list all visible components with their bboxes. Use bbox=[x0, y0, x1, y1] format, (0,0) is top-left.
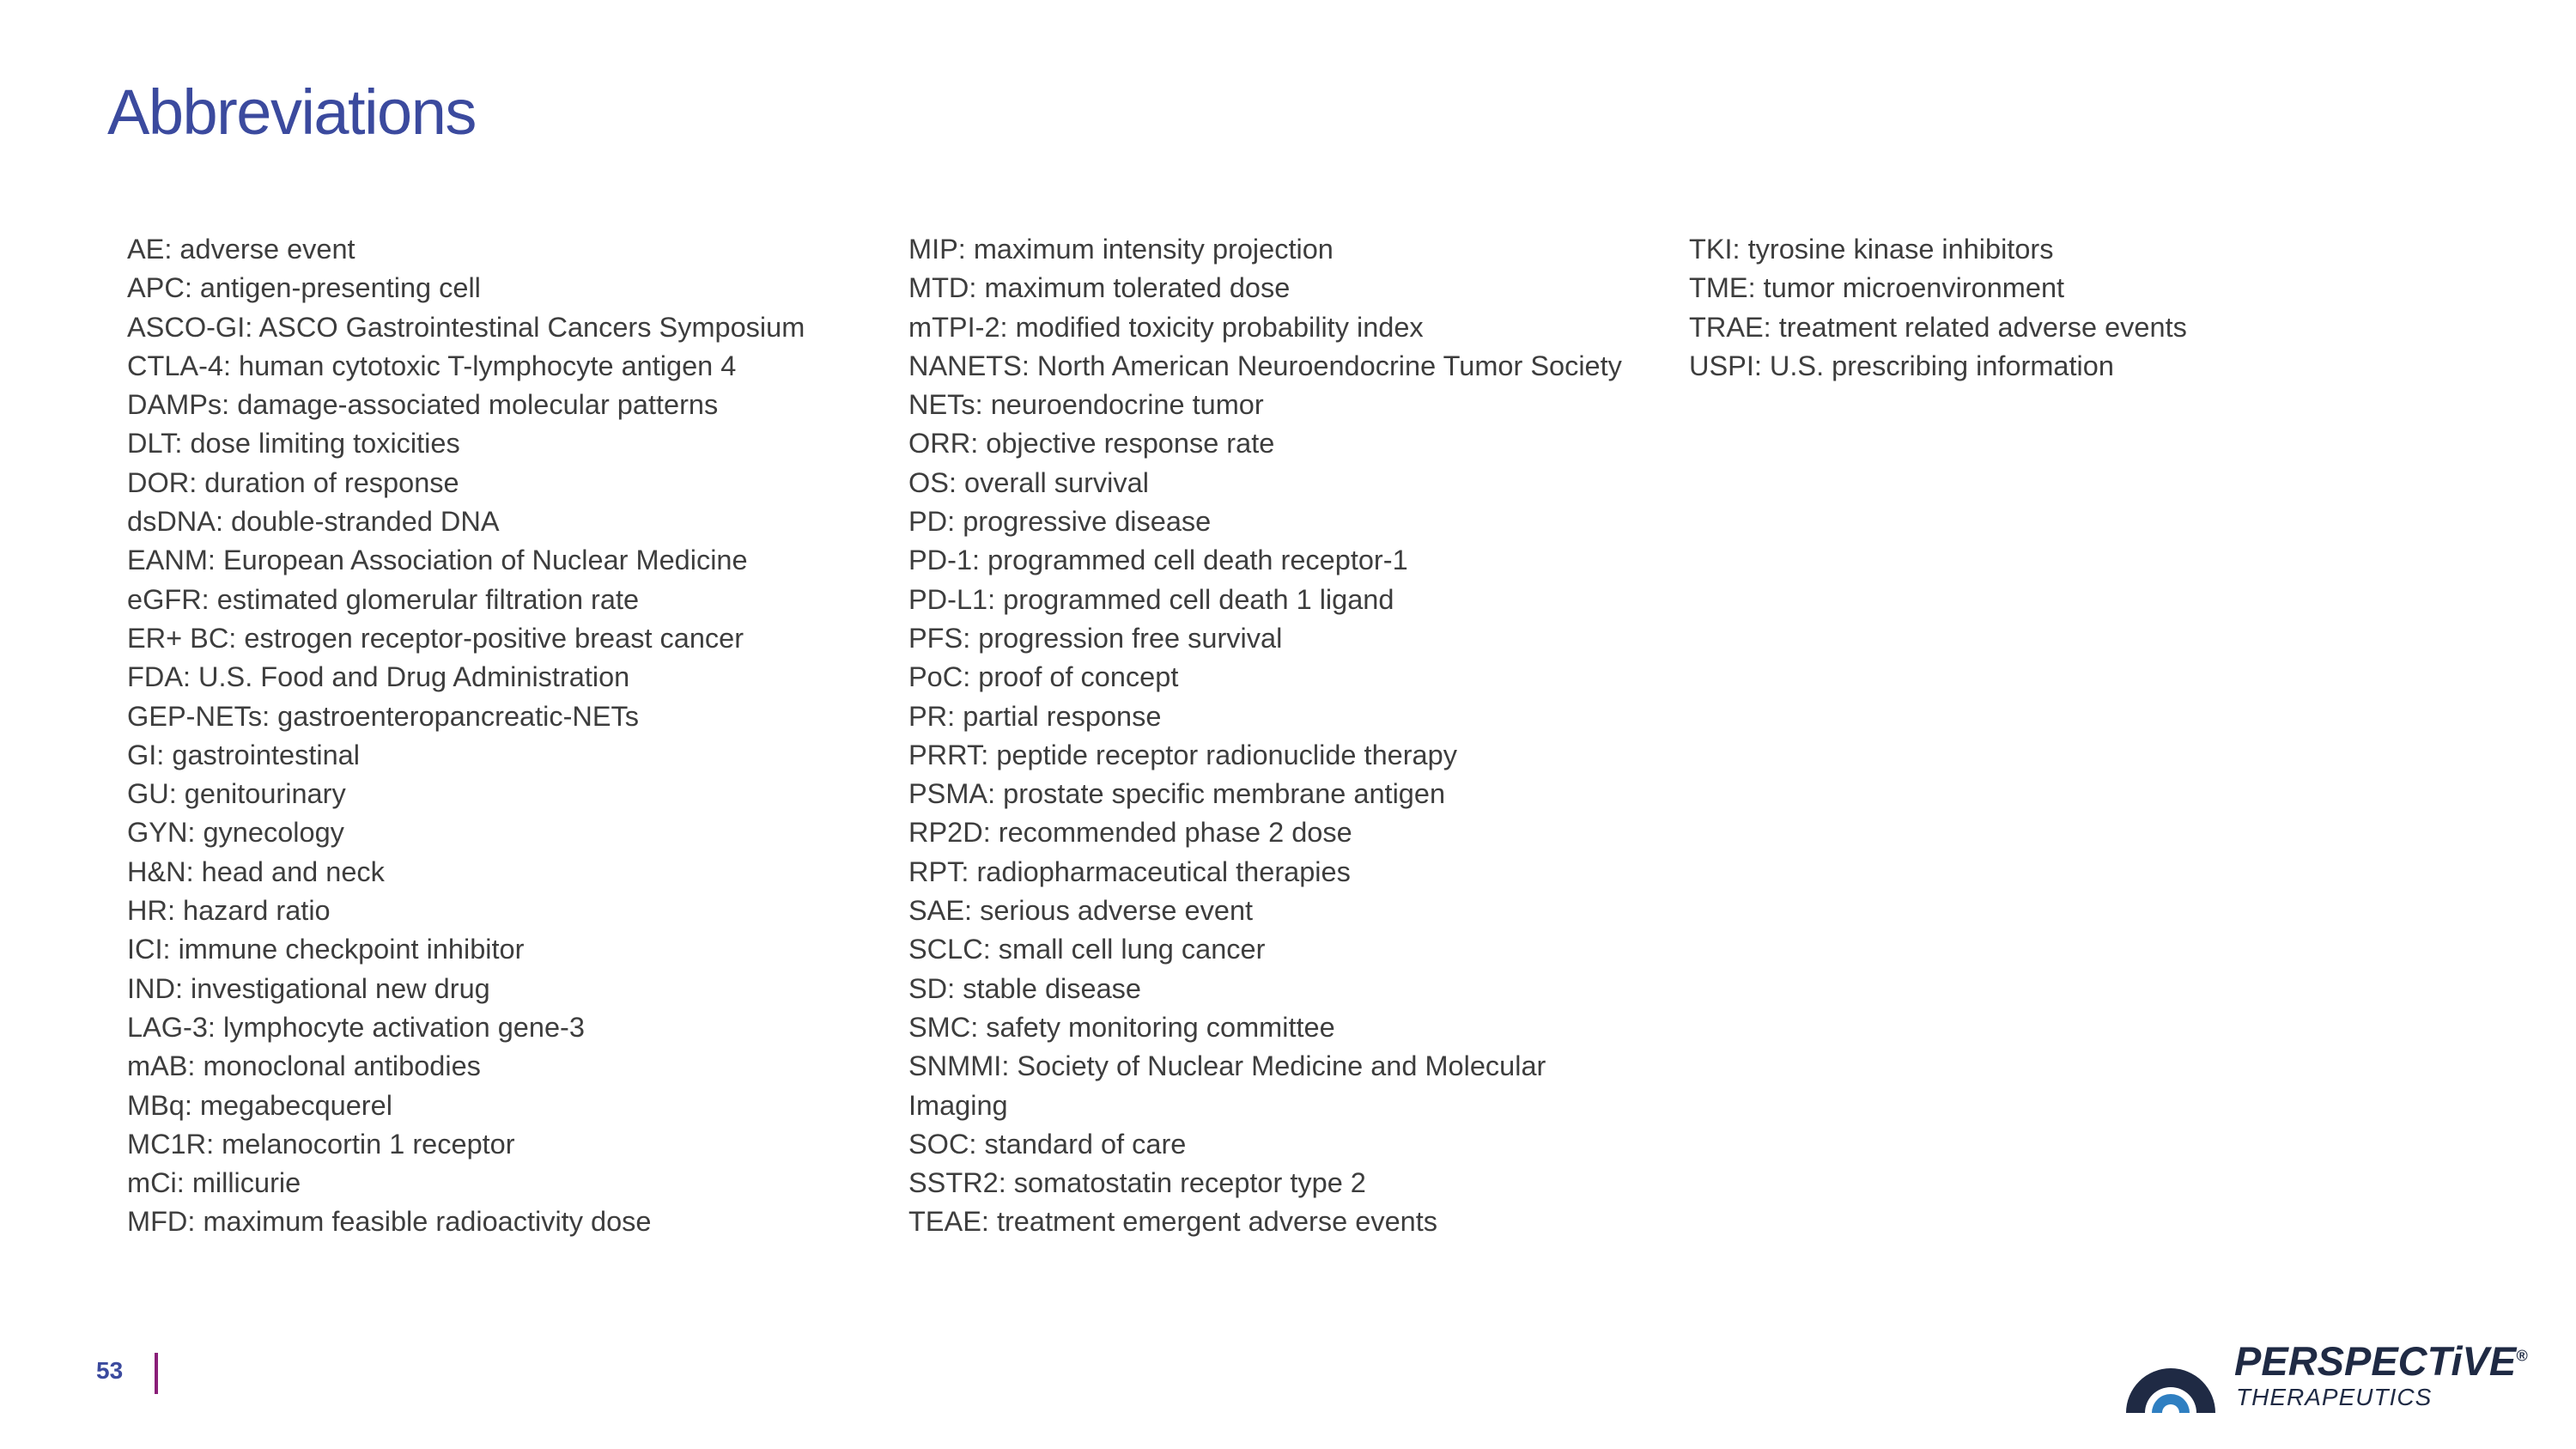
abbreviation-item: MFD: maximum feasible radioactivity dose bbox=[127, 1206, 652, 1238]
abbreviation-item: NETs: neuroendocrine tumor bbox=[908, 389, 1264, 421]
abbreviation-item: EANM: European Association of Nuclear Medicine bbox=[127, 545, 748, 576]
page-number: 53 bbox=[96, 1357, 124, 1384]
abbreviation-item: SMC: safety monitoring committee bbox=[908, 1011, 1335, 1043]
abbreviation-item: DOR: duration of response bbox=[127, 466, 459, 498]
abbreviation-item: LAG-3: lymphocyte activation gene-3 bbox=[127, 1011, 585, 1043]
abbreviation-item: ICI: immune checkpoint inhibitor bbox=[127, 934, 525, 965]
abbreviation-item: eGFR: estimated glomerular filtration rate bbox=[127, 583, 640, 615]
abbreviation-item: NANETS: North American Neuroendocrine Tumor Society bbox=[908, 350, 1622, 381]
abbreviation-item: OS: overall survival bbox=[908, 466, 1149, 498]
abbreviation-item: mCi: millicurie bbox=[127, 1167, 301, 1199]
abbreviation-item: PRRT: peptide receptor radionuclide therapy bbox=[908, 739, 1457, 770]
abbreviation-item: SD: stable disease bbox=[908, 972, 1141, 1004]
abbreviation-item: USPI: U.S. prescribing information bbox=[1689, 350, 2114, 381]
abbreviation-item: SAE: serious adverse event bbox=[908, 895, 1254, 927]
abbreviation-item: Imaging bbox=[908, 1089, 1008, 1121]
abbreviation-item: ORR: objective response rate bbox=[908, 428, 1275, 460]
abbreviation-item: DLT: dose limiting toxicities bbox=[127, 428, 460, 460]
abbreviation-item: RP2D: recommended phase 2 dose bbox=[908, 817, 1352, 849]
abbreviation-item: PD-L1: programmed cell death 1 ligand bbox=[908, 583, 1394, 615]
page-number-divider bbox=[155, 1353, 158, 1394]
abbreviation-item: DAMPs: damage-associated molecular patterns bbox=[127, 389, 719, 421]
abbreviation-item: SSTR2: somatostatin receptor type 2 bbox=[908, 1167, 1366, 1199]
abbreviation-column-3 bbox=[1689, 230, 2187, 386]
abbreviation-item: SCLC: small cell lung cancer bbox=[908, 934, 1266, 965]
abbreviation-item: PD: progressive disease bbox=[908, 506, 1212, 538]
page-title: Abbreviations bbox=[107, 76, 476, 148]
abbreviation-item: TRAE: treatment related adverse events bbox=[1689, 311, 2187, 343]
abbreviation-item: FDA: U.S. Food and Drug Administration bbox=[127, 661, 630, 693]
logo-wordmark: PERSPECTiVE® bbox=[2234, 1338, 2528, 1384]
abbreviation-item: GYN: gynecology bbox=[127, 817, 344, 849]
abbreviation-item: PFS: progression free survival bbox=[908, 622, 1283, 654]
abbreviation-item: SOC: standard of care bbox=[908, 1128, 1187, 1160]
abbreviation-item: MIP: maximum intensity projection bbox=[908, 234, 1334, 265]
abbreviation-item: dsDNA: double-stranded DNA bbox=[127, 506, 500, 538]
abbreviation-item: GEP-NETs: gastroenteropancreatic-NETs bbox=[127, 700, 640, 732]
abbreviation-item: MTD: maximum tolerated dose bbox=[908, 272, 1291, 304]
abbreviation-item: mTPI-2: modified toxicity probability index bbox=[908, 311, 1424, 343]
abbreviation-item: TEAE: treatment emergent adverse events bbox=[908, 1206, 1437, 1238]
logo-subtitle: THERAPEUTICS bbox=[2236, 1384, 2433, 1410]
abbreviation-item: TKI: tyrosine kinase inhibitors bbox=[1689, 234, 2054, 265]
abbreviation-item: PR: partial response bbox=[908, 700, 1162, 732]
abbreviation-item: AE: adverse event bbox=[127, 234, 355, 265]
logo-arch-icon bbox=[2119, 1327, 2222, 1422]
abbreviation-item: H&N: head and neck bbox=[127, 855, 385, 887]
abbreviation-item: RPT: radiopharmaceutical therapies bbox=[908, 855, 1351, 887]
abbreviation-item: ER+ BC: estrogen receptor-positive breast cancer bbox=[127, 622, 744, 654]
abbreviation-item: APC: antigen-presenting cell bbox=[127, 272, 481, 304]
abbreviation-item: TME: tumor microenvironment bbox=[1689, 272, 2065, 304]
abbreviation-item: MC1R: melanocortin 1 receptor bbox=[127, 1128, 515, 1160]
abbreviation-item: GU: genitourinary bbox=[127, 778, 346, 810]
abbreviation-item: PoC: proof of concept bbox=[908, 661, 1179, 693]
abbreviation-item: PD-1: programmed cell death receptor-1 bbox=[908, 545, 1408, 576]
abbreviation-column-2 bbox=[908, 230, 1622, 1242]
abbreviation-item: IND: investigational new drug bbox=[127, 972, 490, 1004]
abbreviation-item: PSMA: prostate specific membrane antigen bbox=[908, 778, 1446, 810]
abbreviation-item: SNMMI: Society of Nuclear Medicine and Molecular bbox=[908, 1050, 1546, 1082]
company-logo bbox=[2119, 1327, 2528, 1422]
abbreviation-item: MBq: megabecquerel bbox=[127, 1089, 392, 1121]
abbreviation-item: ASCO-GI: ASCO Gastrointestinal Cancers Symposium bbox=[127, 311, 805, 343]
abbreviation-column-1 bbox=[127, 230, 805, 1242]
abbreviation-item: CTLA-4: human cytotoxic T-lymphocyte antigen 4 bbox=[127, 350, 737, 381]
abbreviation-item: HR: hazard ratio bbox=[127, 895, 331, 927]
abbreviation-item: GI: gastrointestinal bbox=[127, 739, 360, 770]
abbreviation-item: mAB: monoclonal antibodies bbox=[127, 1050, 481, 1082]
